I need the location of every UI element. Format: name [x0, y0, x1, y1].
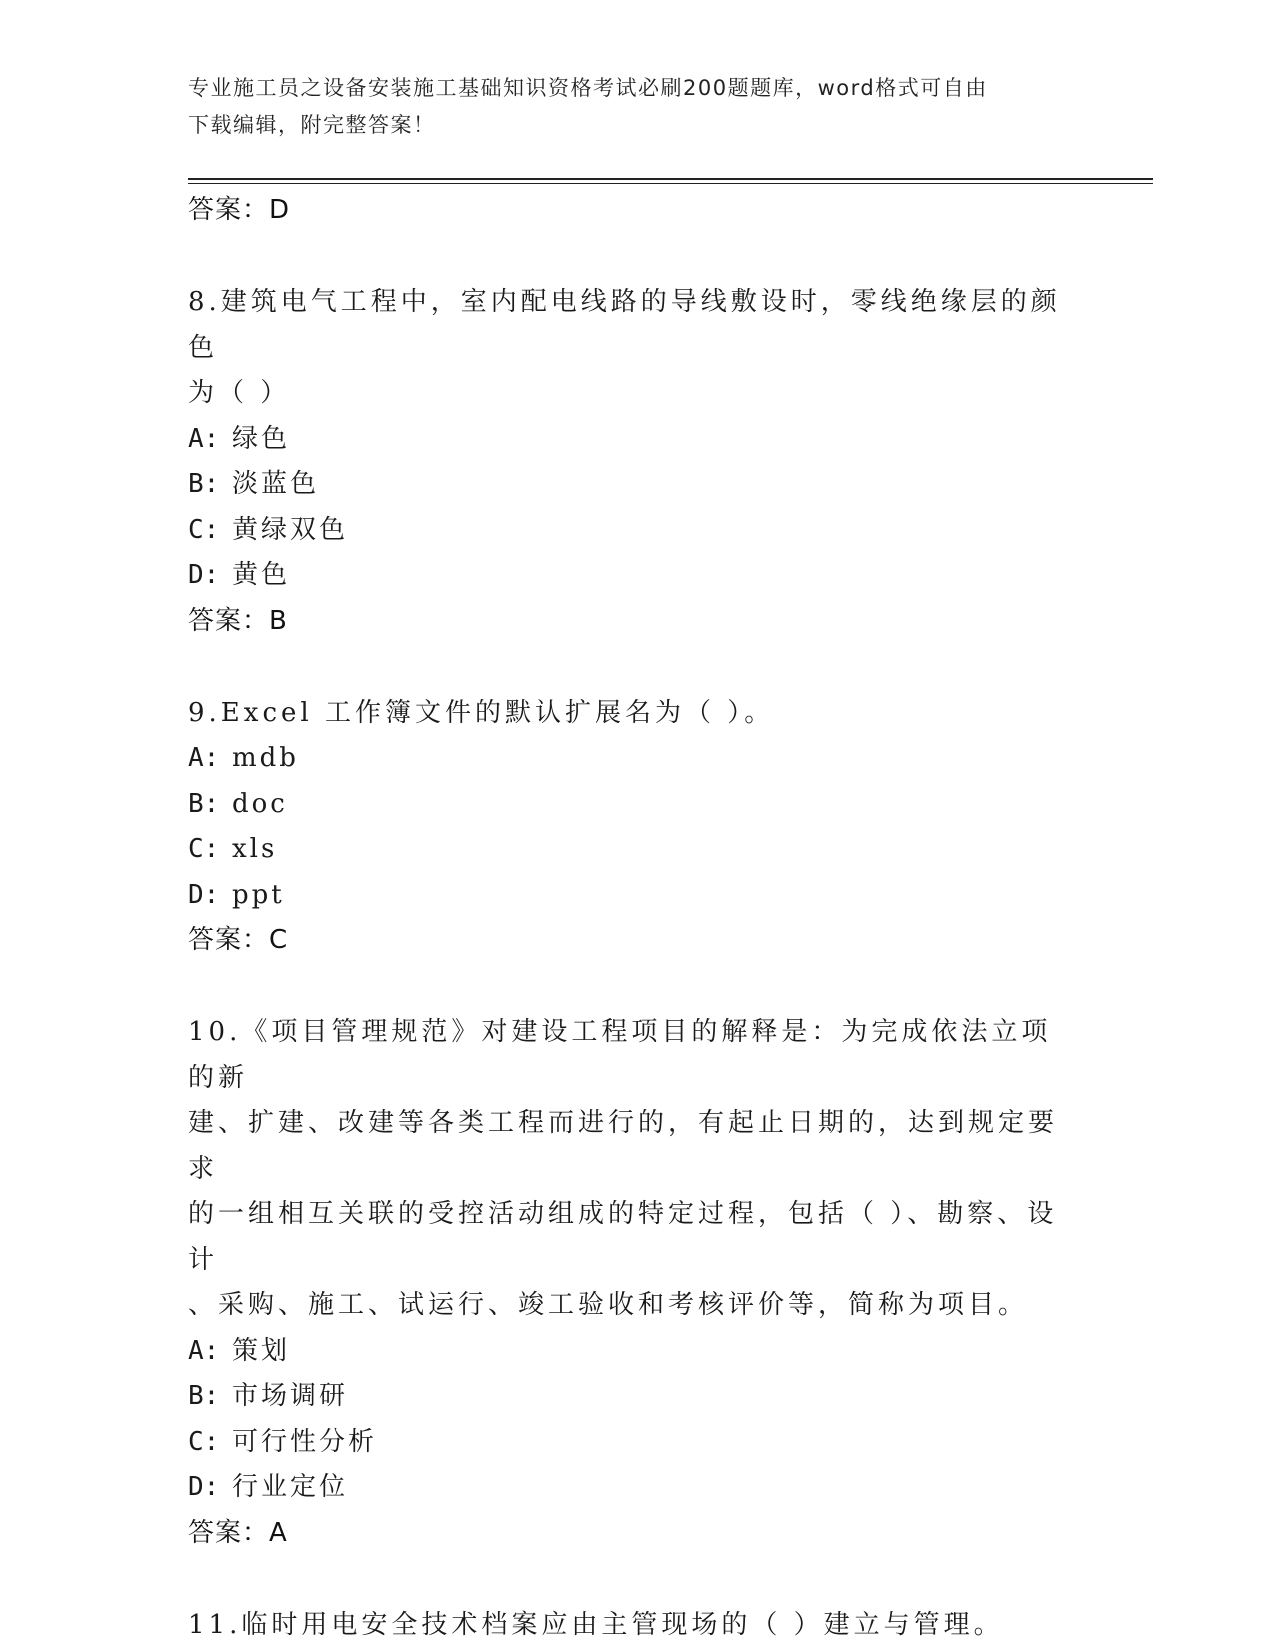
option-letter: C: [188, 1426, 220, 1457]
option-letter: C: [188, 514, 220, 545]
option-text: 绿色 [232, 423, 291, 454]
question-text [188, 691, 1078, 737]
option-letter: A: [188, 423, 220, 454]
answer: 答案：B [188, 605, 288, 636]
header-rule-thick [188, 178, 1153, 180]
option-letter: A: [188, 743, 220, 773]
question-line: 10.《项目管理规范》对建设工程项目的解释是：为完成依法立项的新 [188, 1017, 1052, 1093]
question-10 [188, 1010, 1088, 1556]
question-text [188, 1603, 1078, 1649]
document-header [188, 70, 1068, 144]
answer: 答案：A [188, 1517, 288, 1548]
option-letter: B: [188, 1381, 220, 1411]
option-letter: D: [188, 1472, 220, 1502]
question-line: 11.临时用电安全技术档案应由主管现场的（ ）建立与管理。 [188, 1609, 1004, 1640]
question-11 [188, 1603, 1088, 1649]
option-a [188, 736, 1088, 782]
question-9 [188, 691, 1088, 964]
question-line: 的一组相互关联的受控活动组成的特定过程，包括（ ）、勘察、设计 [188, 1199, 1058, 1275]
option-text: mdb [232, 743, 299, 773]
question-text [188, 1010, 1078, 1329]
option-letter: D: [188, 879, 220, 910]
option-letter: B: [188, 469, 220, 499]
question-line: 建、扩建、改建等各类工程而进行的，有起止日期的，达到规定要求 [188, 1108, 1059, 1184]
option-b [188, 782, 1088, 828]
option-text: 市场调研 [232, 1381, 349, 1411]
option-b [188, 1374, 1088, 1420]
question-line: 8.建筑电气工程中，室内配电线路的导线敷设时，零线绝缘层的颜色 [188, 287, 1061, 363]
option-text: 可行性分析 [232, 1426, 378, 1457]
option-c [188, 827, 1088, 873]
option-text: 行业定位 [232, 1472, 349, 1502]
option-d [188, 553, 1088, 599]
question-line: 为（ ） [188, 378, 291, 408]
option-text: doc [232, 788, 288, 819]
option-a [188, 417, 1088, 463]
option-c [188, 508, 1088, 554]
header-line-2: 下载编辑，附完整答案！ [188, 113, 436, 137]
option-text: 策划 [232, 1335, 291, 1366]
answer: 答案：C [188, 925, 289, 955]
header-line-1: 专业施工员之设备安装施工基础知识资格考试必刷200题题库，word格式可自由 [188, 76, 988, 100]
option-text: 淡蓝色 [232, 469, 320, 499]
option-a [188, 1329, 1088, 1375]
option-b [188, 462, 1088, 508]
question-text [188, 280, 1078, 417]
option-letter: A: [188, 1335, 220, 1366]
question-line: 9.Excel 工作簿文件的默认扩展名为（ ）。 [188, 697, 775, 728]
document-body [188, 188, 1088, 1648]
option-letter: D: [188, 560, 220, 590]
option-d [188, 1465, 1088, 1511]
option-text: ppt [232, 879, 285, 910]
previous-answer: 答案：D [188, 195, 291, 225]
option-text: 黄绿双色 [232, 514, 349, 545]
question-line: 、采购、施工、试运行、竣工验收和考核评价等，简称为项目。 [188, 1290, 1029, 1320]
option-text: xls [232, 834, 278, 864]
option-d [188, 873, 1088, 919]
header-rule-thin [188, 183, 1153, 184]
option-letter: C: [188, 834, 220, 864]
option-c [188, 1420, 1088, 1466]
question-8 [188, 280, 1088, 644]
option-letter: B: [188, 788, 220, 819]
option-text: 黄色 [232, 560, 291, 590]
